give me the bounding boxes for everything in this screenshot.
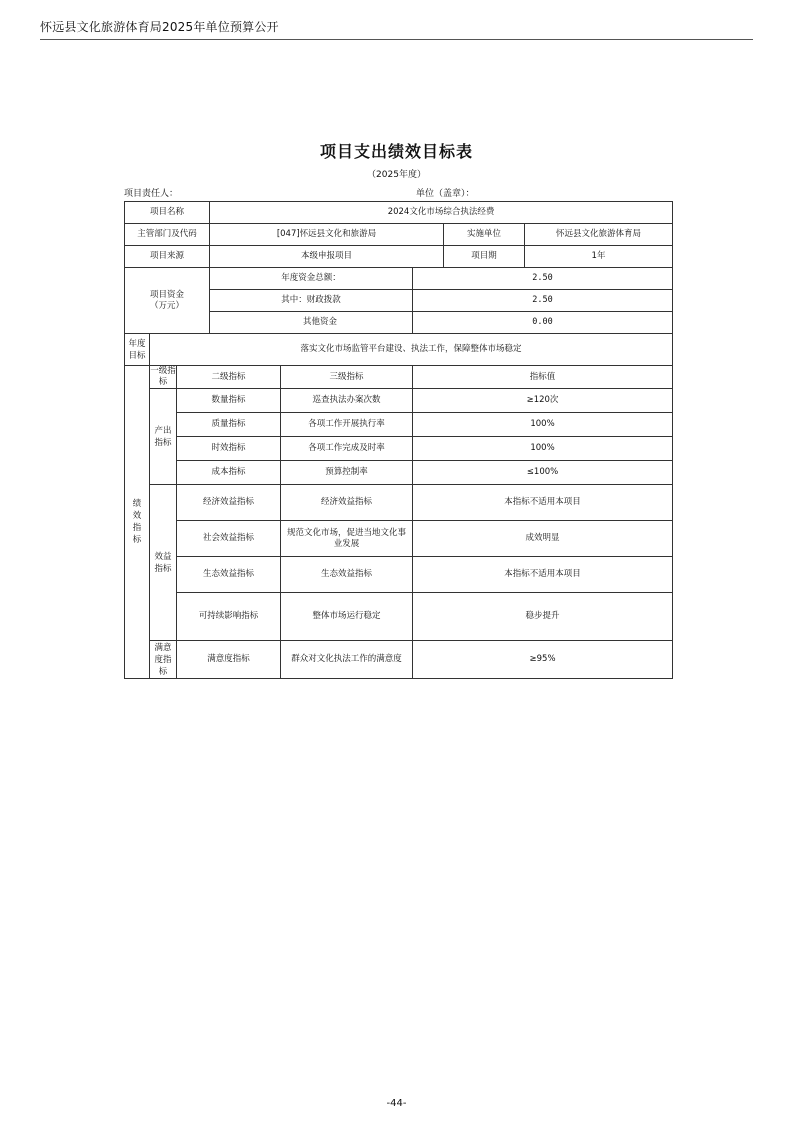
indicator-row xyxy=(125,413,673,437)
annual-goal-label-cell xyxy=(125,334,150,366)
level2-cell: 数量指标 xyxy=(177,389,281,413)
level3-cell: 规范文化市场，促进当地文化事业发展 xyxy=(281,521,413,557)
indicator-row xyxy=(125,485,673,521)
level3-cell: 生态效益指标 xyxy=(281,557,413,593)
value-cell: 100% xyxy=(413,413,673,437)
source-value: 本级申报项目 xyxy=(210,246,444,268)
source-label: 项目来源 xyxy=(125,246,210,268)
funds-label-cell xyxy=(125,268,210,334)
level3-cell: 各项工作完成及时率 xyxy=(281,437,413,461)
satisfaction-indicators-label: 满意度指标 xyxy=(154,642,172,677)
value-cell: 100% xyxy=(413,437,673,461)
level3-header: 三级指标 xyxy=(281,366,413,389)
performance-indicators-label-cell xyxy=(125,366,150,679)
level2-cell: 满意度指标 xyxy=(177,641,281,679)
funds-unit: （万元） xyxy=(150,300,185,311)
level2-cell: 可持续影响指标 xyxy=(177,593,281,641)
indicator-row xyxy=(125,437,673,461)
document-header-title: 怀远县文化旅游体育局2025年单位预算公开 xyxy=(40,20,279,34)
header-divider xyxy=(40,39,753,40)
other-funds-value: 0.00 xyxy=(413,312,673,334)
level3-cell: 群众对文化执法工作的满意度 xyxy=(281,641,413,679)
value-cell: 本指标不适用本项目 xyxy=(413,485,673,521)
fiscal-funds-value: 2.50 xyxy=(413,290,673,312)
unit-seal-label: 单位（盖章）： xyxy=(416,189,475,199)
total-funds-value: 2.50 xyxy=(413,268,673,290)
other-funds-label: 其他资金 xyxy=(210,312,413,334)
source-row xyxy=(125,246,673,268)
total-funds-label: 年度资金总额： xyxy=(210,268,413,290)
department-row xyxy=(125,224,673,246)
department-label: 主管部门及代码 xyxy=(125,224,210,246)
output-indicators-label-cell xyxy=(150,389,177,485)
annual-goal-value: 落实文化市场监管平台建设、执法工作，保障整体市场稳定 xyxy=(150,334,673,366)
value-header: 指标值 xyxy=(413,366,673,389)
annual-goal-row xyxy=(125,334,673,366)
project-name-value: 2024文化市场综合执法经费 xyxy=(210,202,673,224)
impl-unit-value: 怀远县文化旅游体育局 xyxy=(525,224,673,246)
value-cell: 本指标不适用本项目 xyxy=(413,557,673,593)
level2-cell: 社会效益指标 xyxy=(177,521,281,557)
project-name-label: 项目名称 xyxy=(125,202,210,224)
annual-goal-label: 年度目标 xyxy=(128,338,146,361)
impl-unit-label: 实施单位 xyxy=(444,224,525,246)
period-value: 1年 xyxy=(525,246,673,268)
level3-cell: 整体市场运行稳定 xyxy=(281,593,413,641)
level1-header: 一级指标 xyxy=(150,366,176,387)
performance-indicators-label: 绩效指标 xyxy=(132,499,142,545)
indicator-row xyxy=(125,389,673,413)
level3-cell: 预算控制率 xyxy=(281,461,413,485)
level3-cell: 经济效益指标 xyxy=(281,485,413,521)
table-title: 项目支出绩效目标表 xyxy=(319,142,473,161)
department-value: [047]怀远县文化和旅游局 xyxy=(210,224,444,246)
indicator-row xyxy=(125,557,673,593)
value-cell: ≥120次 xyxy=(413,389,673,413)
funds-total-row xyxy=(125,268,673,290)
indicator-row xyxy=(125,461,673,485)
level2-cell: 成本指标 xyxy=(177,461,281,485)
indicator-row xyxy=(125,593,673,641)
value-cell: ≤100% xyxy=(413,461,673,485)
level3-cell: 巡查执法办案次数 xyxy=(281,389,413,413)
value-cell: 成效明显 xyxy=(413,521,673,557)
indicator-row xyxy=(125,521,673,557)
performance-target-table xyxy=(124,201,673,679)
level2-cell: 生态效益指标 xyxy=(177,557,281,593)
period-label: 项目期 xyxy=(444,246,525,268)
output-indicators-label: 产出指标 xyxy=(154,425,172,448)
project-name-row xyxy=(125,202,673,224)
fiscal-funds-label: 其中：财政拨款 xyxy=(210,290,413,312)
year-note: （2025年度） xyxy=(367,170,426,180)
value-cell: 稳步提升 xyxy=(413,593,673,641)
funds-label: 项目资金 xyxy=(150,289,185,300)
benefit-indicators-label-cell xyxy=(150,485,177,641)
responsible-person-label: 项目责任人： xyxy=(124,189,179,199)
satisfaction-indicators-label-cell xyxy=(150,641,177,679)
value-cell: ≥95% xyxy=(413,641,673,679)
indicator-row xyxy=(125,641,673,679)
level2-cell: 时效指标 xyxy=(177,437,281,461)
level2-cell: 质量指标 xyxy=(177,413,281,437)
indicator-header-row xyxy=(125,366,673,389)
page-number: -44- xyxy=(386,1098,407,1109)
level3-cell: 各项工作开展执行率 xyxy=(281,413,413,437)
level2-header: 二级指标 xyxy=(177,366,281,389)
level2-cell: 经济效益指标 xyxy=(177,485,281,521)
benefit-indicators-label: 效益指标 xyxy=(154,551,172,574)
